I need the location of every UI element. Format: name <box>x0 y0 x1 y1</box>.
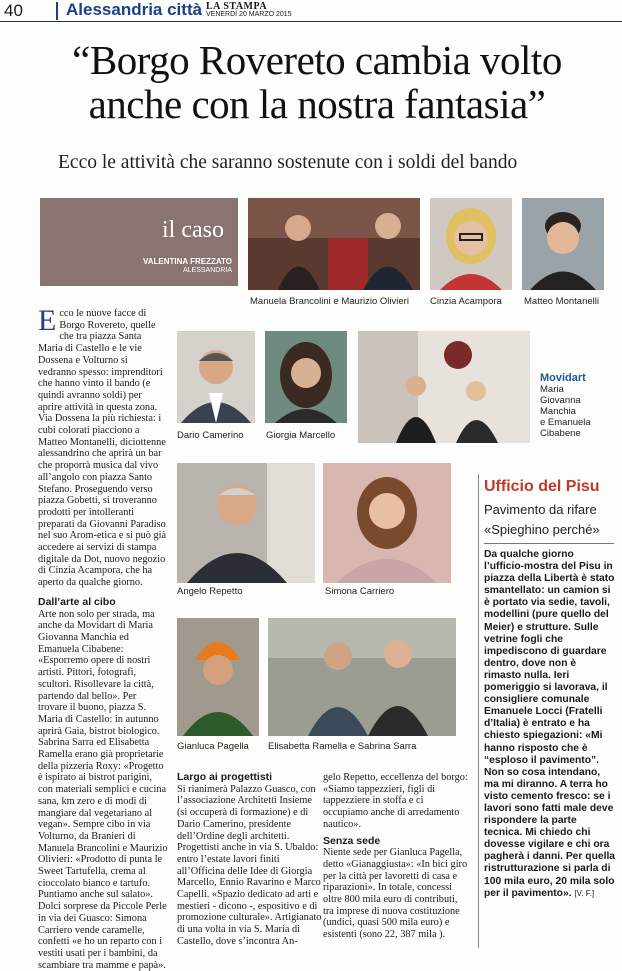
photo-repetto <box>177 463 315 583</box>
headline-line-2: anche con la nostra fantasia” <box>88 81 546 127</box>
sidebar-rule <box>484 543 614 544</box>
article-intro: cco le nuove facce di Borgo Rovereto, quelle che tra piazza Santa Maria di Castello e le vie Dossena e Volturno si vedranno spesso: imprenditori che hanno vinto il bando (e quindi avranno soldi) per aprire attività in questa zona. Via Dossena la più richiesta: i cubi colorati piacciono a Matteo Montanelli, diciottenne alessandrino che aprirà un bar che proporrà musica dal vivo all’angolo con piazza Santo Stefano. Proseguendo verso piazza Gobetti, si troveranno prodotti per intolleranti preparati da Giovanni Paradiso nel suo Arom-etica e si può già accedere ai servizi di stampa digitale da Dot, nuovo negozio di Cinzia Acampora, che ha aperto da qualche giorno. <box>38 308 167 589</box>
section-title-progettisti: Largo ai progettisti <box>177 771 273 783</box>
caption-movidart-name: Cibabene <box>540 428 581 439</box>
header-rule <box>0 21 622 22</box>
section-text-senza-sede: Niente sede per Gianluca Pagella, detto «Gianaggiusta»: «In bici giro per la città per lavoretti di casa e riparazioni». In totale, concessi oltre 800 mila euro di contributi, tra imprese di nuova costituzione (undici, quasi 500 mila euro) e esistenti (sono 22, 387 mila ). <box>323 847 468 941</box>
header-divider <box>56 2 58 20</box>
sidebar-subtitle-1: Pavimento da rifare <box>484 502 597 517</box>
photo-acampora <box>430 198 512 290</box>
caption-movidart-name: Maria <box>540 384 564 395</box>
caption-montanelli: Matteo Montanelli <box>524 296 599 307</box>
section-text-arte-cibo: Arte non solo per strada, ma anche da Movidart di Maria Giovanna Manchia ed Emanuela Cibabene: «Esporremo opere di nostri artisti. Pittori, fotografi, scultori. Risollevare la città, partendo dal bello». Per trovare il buono, piazza S. Maria di Castello: in autunno aprirà Gaia, bistrot biologico. Sabrina Sarra ed Elisabetta Ramella erano già proprietarie della pizzeria Roxy: «Progetto è ispirato ai bistrot parigini, con materiali semplici e cucina sana, km zero e di modi di mangiare dal vegetariano al vegan». Sempre cibo in via Volturno, da Branieri di Manuela Brancolini e Maurizio Olivieri: «Prodotto di punta le Sweet Tartufella, crema al cioccolato bianco e tartufo. Puntiamo anche sul salato». Dolci sorprese da Piccole Perle in via dei Guasco: Simona Carriero vende caramelle, confetti «e ho un reparto con i vestiti usati per i bambini, da scambiare tra mamme e papà». <box>38 608 168 971</box>
article-column-1 <box>38 304 168 971</box>
sidebar-title: Ufficio del Pisu <box>484 478 600 495</box>
caption-movidart-title: Movidart <box>540 372 586 384</box>
headline <box>22 38 612 126</box>
caption-carriero: Simona Carriero <box>325 586 395 597</box>
caption-pagella: Gianluca Pagella <box>177 741 249 752</box>
photo-montanelli <box>522 198 604 290</box>
section-title-arte-cibo: Dall’arte al cibo <box>38 595 116 608</box>
caption-brancolini-olivieri: Manuela Brancolini e Maurizio Olivieri <box>250 296 409 307</box>
caso-title: il caso <box>162 217 224 243</box>
photo-movidart <box>358 331 530 443</box>
publication-date: VENERDÌ 20 MARZO 2015 <box>206 11 292 18</box>
photo-pagella <box>177 618 259 736</box>
photo-camerino <box>177 331 255 423</box>
photo-carriero <box>323 463 451 583</box>
photo-brancolini-olivieri <box>248 198 420 290</box>
article-column-3 <box>323 772 470 941</box>
caption-repetto: Angelo Repetto <box>177 586 243 597</box>
caption-marcello: Giorgia Marcello <box>266 430 336 441</box>
section-title-senza-sede: Senza sede <box>323 834 381 847</box>
caption-movidart-name: Giovanna <box>540 395 581 406</box>
headline-line-1: “Borgo Rovereto cambia volto <box>72 37 562 83</box>
caption-ramella-sarra: Elisabetta Ramella e Sabrina Sarra <box>268 741 417 752</box>
sidebar-signature: [V. F.] <box>574 888 595 898</box>
caption-movidart-name: e Emanuela <box>540 417 591 428</box>
section-text-progettisti: Si rianimerà Palazzo Guasco, con l’associazione Architetti Insieme (si occuperà di formazione) e di Dario Camerino, presidente dell’Ordine degli architetti. Progettisti anche in via S. Ubaldo: entro l’estate lavori finiti all’Officina delle Idee di Giorgia Marcello, Ennio Ravarino e Marco Capelli. «Spazio dedicato ad arti e mestieri - dicono -, espositivo e di promozione culturale». Artigianato di una volta in via S. Maria di Castello, dove s’incontra An- <box>177 783 322 947</box>
sidebar-subtitle-2: «Spieghino perché» <box>484 522 600 537</box>
subheadline: Ecco le attività che saranno sostenute con i soldi del bando <box>58 152 518 173</box>
section-text-continued: gelo Repetto, eccellenza del borgo: «Siamo tappezzieri, figli di tappezziere in stoffa e ci occupiamo anche di arredamento nautico». <box>323 772 468 830</box>
dropcap: E <box>38 304 57 337</box>
photo-marcello <box>265 331 347 423</box>
sidebar-body: Da qualche giorno l’ufficio-mostra del Pisu in piazza della Libertà è stato smantellato: un camion si è portato via sedie, tavoli, modellini (pure quello del Meier) e strutture. Sulle vetrine fogli che impediscono di guardare dentro, dove non è rimasto nulla. Ieri pomeriggio si lavorava, il consigliere comunale Emanuele Locci (Fratelli d’Italia) è entrato e ha chiesto spiegazioni: «Mi hanno risposto che è “esploso il pavimento”. Non so cosa intendano, ma mi diranno. A terra ho visto cemento fresco: se i lavori sono fatti male deve rispondere la parte tecnica. Mi chiedo chi dovesse vigilare e chi ora pagherà i danni. Per quella ristrutturazione si parla di 100 mila euro, 20 mila solo per il pavimento». <box>484 549 616 899</box>
newspaper-name: LA STAMPA <box>206 1 268 12</box>
sidebar-text <box>484 549 616 900</box>
article-column-2 <box>177 772 322 948</box>
page-number: 40 <box>4 1 23 20</box>
photo-ramella-sarra <box>268 618 456 736</box>
caption-acampora: Cinzia Acampora <box>430 296 502 307</box>
section-name: Alessandria città <box>66 0 203 19</box>
byline-location: ALESSANDRIA <box>182 267 232 274</box>
caption-movidart-name: Manchia <box>540 406 576 417</box>
byline-author: VALENTINA FREZZATO <box>142 257 232 266</box>
caption-camerino: Dario Camerino <box>177 430 244 441</box>
caption-movidart <box>540 373 591 439</box>
